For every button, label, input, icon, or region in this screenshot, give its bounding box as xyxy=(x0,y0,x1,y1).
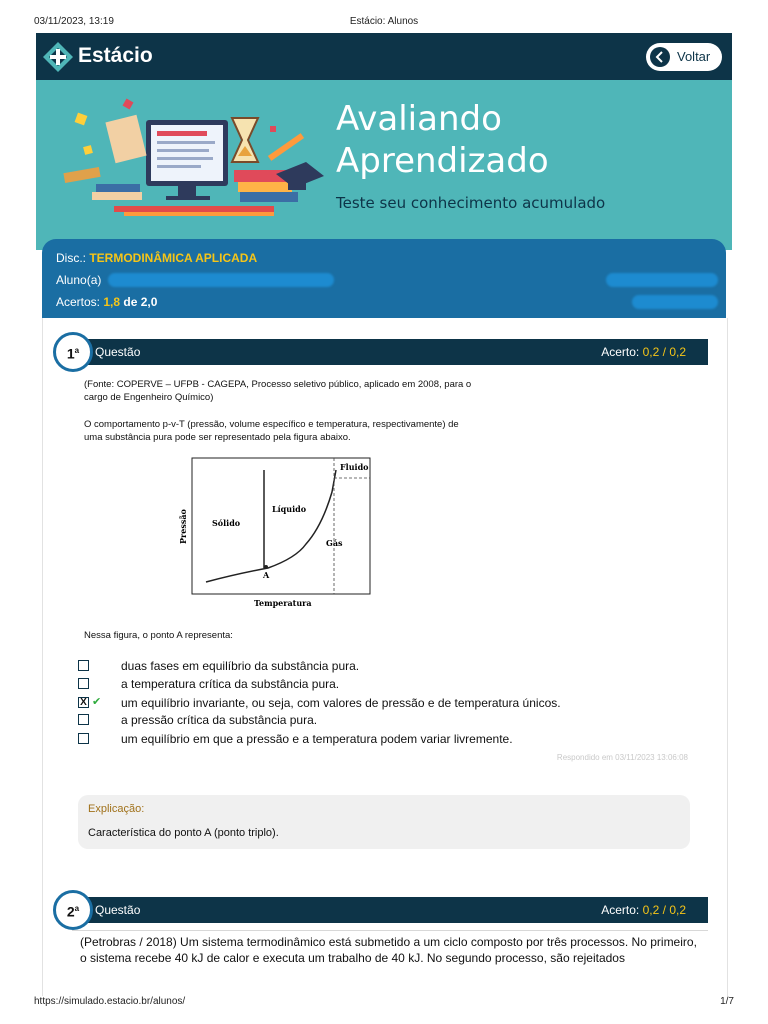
disc-row xyxy=(56,251,257,265)
acerto-sep: / xyxy=(662,345,666,359)
student-info-panel xyxy=(42,239,726,318)
option-text: a pressão crítica da substância pura. xyxy=(121,713,318,727)
acertos-row xyxy=(56,295,157,309)
back-button[interactable] xyxy=(646,43,722,71)
question-2-header xyxy=(60,897,708,923)
aluno-label: Aluno(a) xyxy=(56,273,102,287)
print-url: https://simulado.estacio.br/alunos/ xyxy=(34,996,186,1007)
redacted-name xyxy=(108,273,334,287)
correct-check-icon: ✔ xyxy=(92,696,102,708)
question-1-stem-line: (Fonte: COPERVE – UFPB - CAGEPA, Processo seletivo público, aplicado em 2008, para o xyxy=(84,379,472,390)
question-label: Questão xyxy=(95,345,141,359)
question-1-header xyxy=(60,339,708,365)
redacted-id xyxy=(606,273,718,287)
option-text: um equilíbrio invariante, ou seja, com valores de pressão e de temperatura únicos. xyxy=(121,696,561,710)
acerto-total: 0,2 xyxy=(669,345,686,359)
answered-timestamp: Respondido em 03/11/2023 13:06:08 xyxy=(556,753,688,762)
estacio-logo-icon xyxy=(42,41,74,73)
hero-illustration xyxy=(54,96,324,234)
phase-diagram-figure xyxy=(176,452,376,612)
aluno-row xyxy=(56,273,101,287)
print-page-number: 1/7 xyxy=(720,996,734,1007)
question-2-score xyxy=(601,903,686,917)
option-checkbox[interactable] xyxy=(78,660,89,671)
redacted-info xyxy=(632,295,718,309)
label-solido: Sólido xyxy=(212,518,241,528)
option-checkbox[interactable] xyxy=(78,714,89,725)
acerto-value: 0,2 xyxy=(642,345,660,359)
option-checkbox[interactable] xyxy=(78,733,89,744)
logo-text: Estácio xyxy=(78,44,153,67)
question-1-stem-line: uma substância pura pode ser representado pela figura abaixo. xyxy=(84,432,351,443)
chevron-left-icon xyxy=(650,47,670,67)
question-2-number-badge xyxy=(53,890,93,930)
question-number: 2 xyxy=(66,903,75,920)
acertos-total: de 2,0 xyxy=(123,295,158,309)
disc-label: Disc.: xyxy=(56,251,86,265)
question-1-number-badge xyxy=(53,332,93,372)
divider xyxy=(72,930,708,931)
explanation-text: Característica do ponto A (ponto triplo). xyxy=(88,827,279,839)
question-number: 1 xyxy=(66,345,75,362)
question-1-stem-line: O comportamento p-v-T (pressão, volume específico e temperatura, respectivamente) de xyxy=(84,419,459,430)
acerto-sep: / xyxy=(662,903,666,917)
label-gas: Gás xyxy=(326,538,343,548)
question-1-score xyxy=(601,345,686,359)
explanation-box xyxy=(78,795,690,849)
option-checkbox-checked[interactable]: X xyxy=(78,697,89,708)
hero-subtitle: Teste seu conhecimento acumulado xyxy=(336,194,606,212)
question-1-prompt: Nessa figura, o ponto A representa: xyxy=(84,630,233,641)
option-text: a temperatura crítica da substância pura. xyxy=(121,677,340,691)
acertos-label: Acertos: xyxy=(56,295,101,309)
back-button-label: Voltar xyxy=(677,49,711,64)
acerto-value: 0,2 xyxy=(642,903,660,917)
option-text: um equilíbrio em que a pressão e a temperatura podem variar livremente. xyxy=(121,732,513,746)
question-2-text: (Petrobras / 2018) Um sistema termodinâmico está submetido a um ciclo composto por três processos. No primeiro, o sistema recebe 40 kJ de calor e executa um trabalho de 40 kJ. No segundo processo, são rejeitados xyxy=(80,935,697,965)
acerto-label: Acerto: xyxy=(601,345,640,359)
question-ordinal: a xyxy=(74,904,80,913)
question-label: Questão xyxy=(95,903,141,917)
acerto-total: 0,2 xyxy=(669,903,686,917)
acerto-label: Acerto: xyxy=(601,903,640,917)
option-checkbox[interactable] xyxy=(78,678,89,689)
hero-title: Avaliando Aprendizado xyxy=(336,99,549,181)
disc-value: TERMODINÂMICA APLICADA xyxy=(89,251,258,265)
print-title: Estácio: Alunos xyxy=(349,16,419,27)
question-1-stem-line: cargo de Engenheiro Químico) xyxy=(84,392,214,403)
option-text: duas fases em equilíbrio da substância pura. xyxy=(121,659,360,673)
question-ordinal: a xyxy=(74,346,80,355)
y-axis-label: Pressão xyxy=(178,509,188,544)
label-liquido: Líquido xyxy=(272,504,307,514)
explanation-title: Explicação: xyxy=(88,803,145,815)
print-datetime: 03/11/2023, 13:19 xyxy=(34,16,114,27)
x-axis-label: Temperatura xyxy=(254,598,312,608)
label-point-a: A xyxy=(263,570,270,580)
label-fluido: Fluido xyxy=(340,462,369,472)
top-bar xyxy=(36,33,732,80)
acertos-value: 1,8 xyxy=(103,295,121,309)
hero-banner xyxy=(36,80,732,250)
